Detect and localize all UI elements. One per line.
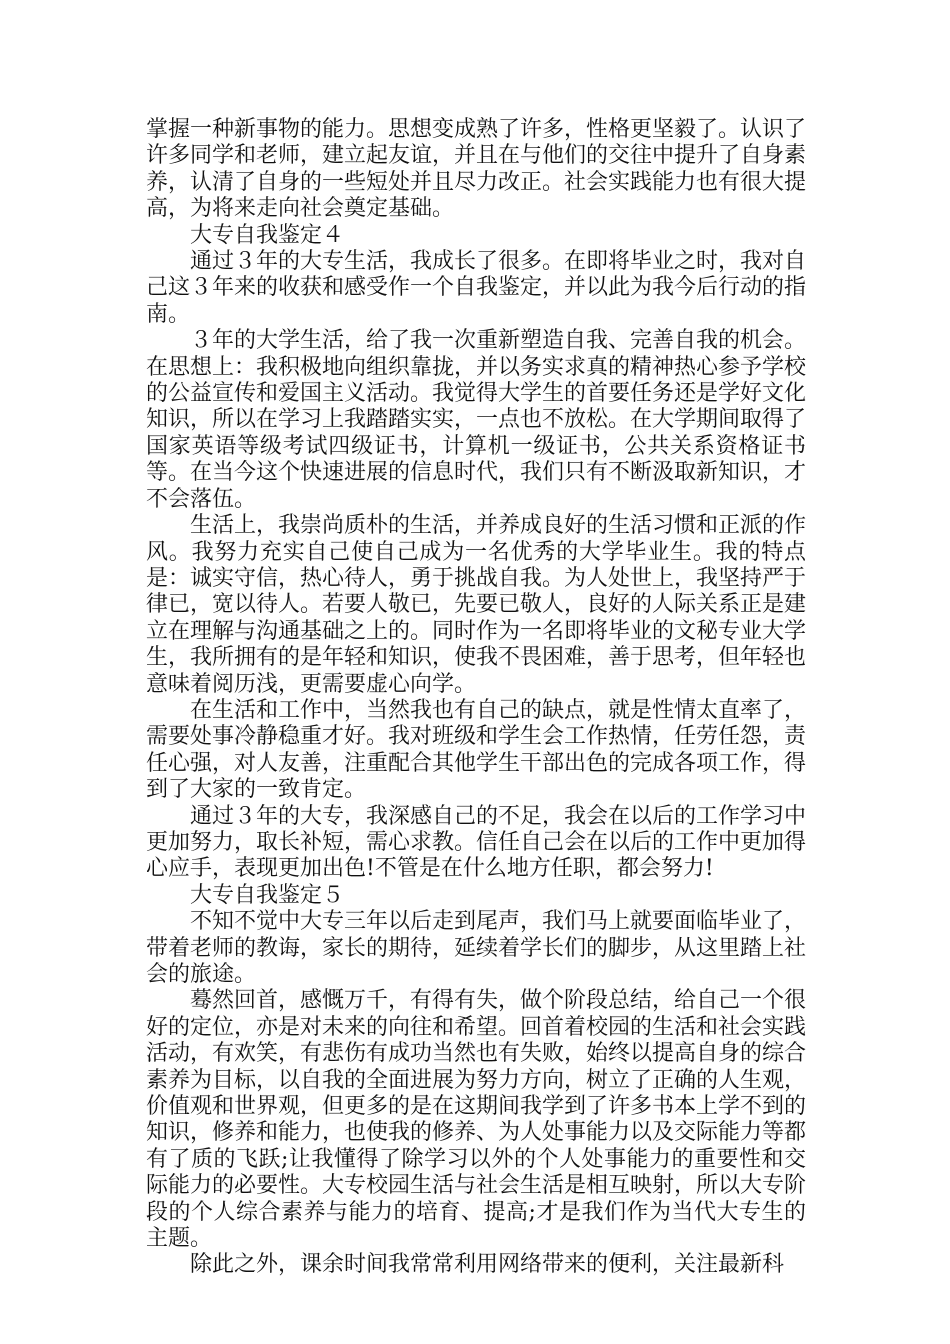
paragraph: ３年的大学生活，给了我一次重新塑造自我、完善自我的机会。在思想上：我积极地向组织靠拢，并以务实求真的精神热心参予学校的公益宣传和爱国主义活动。我觉得大学生的首要任务还是学好文化知识，所以在学习上我踏踏实实，一点也不放松。在大学期间取得了国家英语等级考试四级证书，计算机一级证书，公共关系资格证书等。在当今这个快速进展的信息时代，我们只有不断汲取新知识，才不会落伍。 bbox=[146, 328, 807, 512]
paragraph-truncated: 除此之外，课余时间我常常利用网络带来的便利，关注最新科 bbox=[190, 1252, 785, 1278]
paragraph: 蓦然回首，感慨万千，有得有失，做个阶段总结，给自己一个很好的定位，亦是对未来的向往和希望。回首着校园的生活和社会实践活动，有欢笑，有悲伤有成功当然也有失败，始终以提高自身的综合素养为目标，以自我的全面进展为努力方向，树立了正确的人生观，价值观和世界观，但更多的是在这期间我学到了许多书本上学不到的知识，修养和能力，也使我的修养、为人处事能力以及交际能力等都有了质的飞跃;让我懂得了除学习以外的个人处事能力的重要性和交际能力的必要性。大专校园生活与社会生活是相互映射，所以大专阶段的个人综合素养与能力的培育、提高;才是我们作为当代大专生的主题。 bbox=[146, 988, 807, 1252]
paragraph: 不知不觉中大专三年以后走到尾声，我们马上就要面临毕业了，带着老师的教诲，家长的期待，延续着学长们的脚步，从这里踏上社会的旅途。 bbox=[146, 909, 807, 987]
section-heading-4: 大专自我鉴定４ bbox=[190, 222, 345, 248]
paragraph-continuation: 掌握一种新事物的能力。思想变成熟了许多，性格更坚毅了。认识了许多同学和老师，建立起友谊，并且在与他们的交往中提升了自身素养，认清了自身的一些短处并且尽力改正。社会实践能力也有很大提高，为将来走向社会奠定基础。 bbox=[146, 117, 807, 222]
paragraph: 通过３年的大专，我深感自己的不足，我会在以后的工作学习中更加努力，取长补短，需心求教。信任自己会在以后的工作中更加得心应手，表现更加出色!不管是在什么地方任职，都会努力! bbox=[146, 803, 807, 882]
paragraph: 在生活和工作中，当然我也有自己的缺点，就是性情太直率了，需要处事冷静稳重才好。我对班级和学生会工作热情，任劳任怨，责任心强，对人友善，注重配合其他学生干部出色的完成各项工作，得到了大家的一致肯定。 bbox=[146, 697, 807, 803]
paragraph: 生活上，我崇尚质朴的生活，并养成良好的生活习惯和正派的作风。我努力充实自己使自己成为一名优秀的大学毕业生。我的特点是：诚实守信，热心待人，勇于挑战自我。为人处世上，我坚持严于律已，宽以待人。若要人敬已，先要已敬人，良好的人际关系正是建立在理解与沟通基础之上的。同时作为一名即将毕业的文秘专业大学生，我所拥有的是年轻和知识，使我不畏困难，善于思考，但年轻也意味着阅历浅，更需要虚心向学。 bbox=[146, 513, 807, 697]
section-heading-5: 大专自我鉴定５ bbox=[190, 882, 345, 908]
document-body bbox=[146, 117, 806, 1279]
paragraph: 通过３年的大专生活，我成长了很多。在即将毕业之时，我对自己这３年来的收获和感受作一个自我鉴定，并以此为我今后行动的指南。 bbox=[146, 249, 807, 327]
